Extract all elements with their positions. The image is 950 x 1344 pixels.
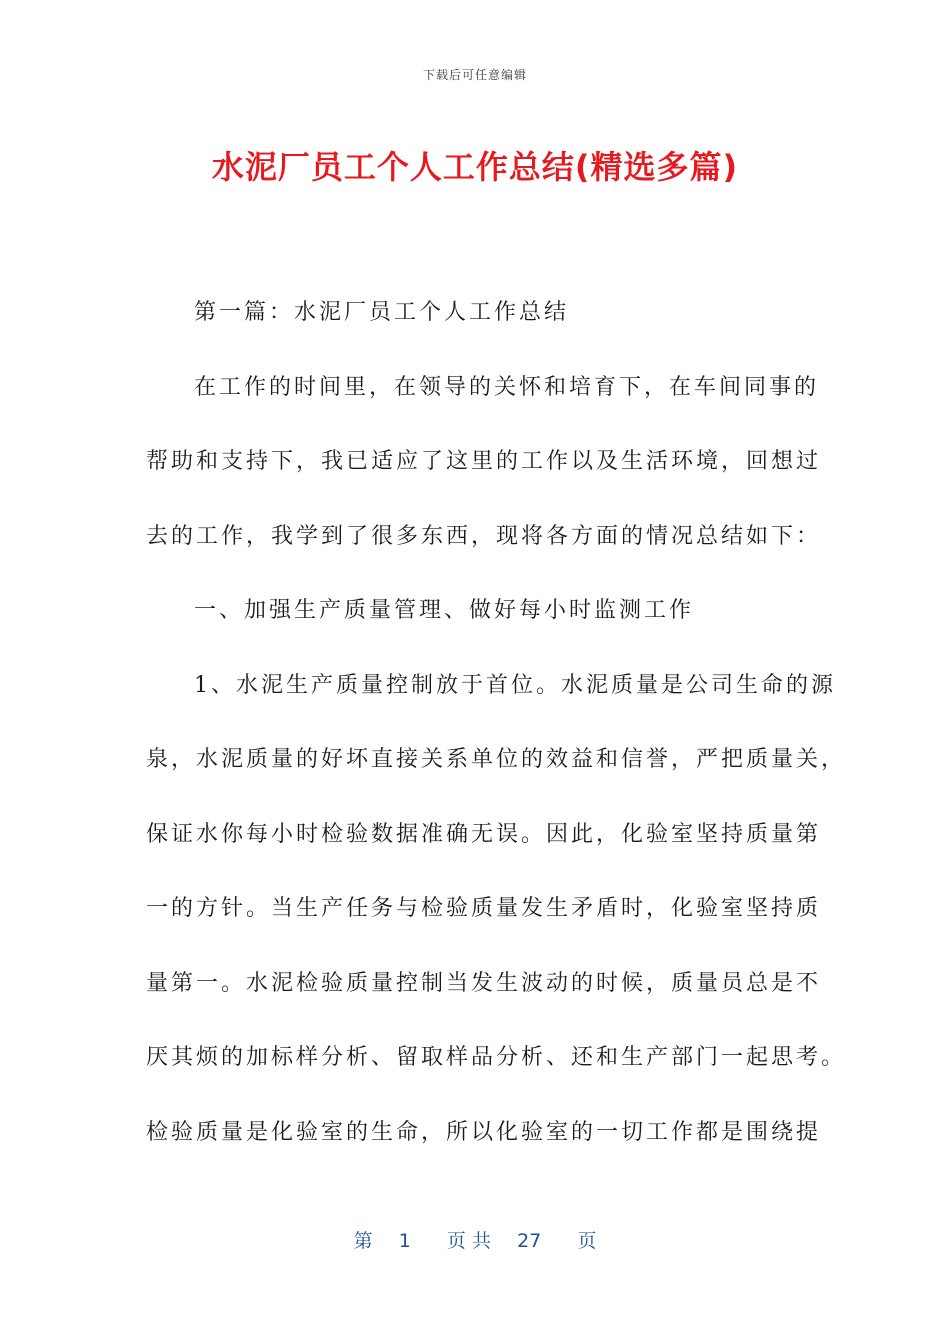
- document-title: 水泥厂员工个人工作总结(精选多篇): [211, 148, 739, 186]
- body-line: 量第一。水泥检验质量控制当发生波动的时候，质量员总是不: [146, 970, 822, 996]
- body-line: 帮助和支持下，我已适应了这里的工作以及生活环境，回想过: [146, 449, 822, 474]
- body-line: 在工作的时间里，在领导的关怀和培育下，在车间同事的: [194, 374, 820, 400]
- body-line: 一、加强生产质量管理、做好每小时监测工作: [194, 598, 695, 623]
- document-body: [146, 276, 847, 1170]
- footer-suffix: 页: [577, 1230, 597, 1252]
- footer-page-number: 1: [398, 1230, 411, 1252]
- footer-prefix: 第: [353, 1230, 373, 1252]
- body-line: 1、水泥生产质量控制放于首位。水泥质量是公司生命的源: [194, 672, 836, 698]
- body-line: 去的工作，我学到了很多东西，现将各方面的情况总结如下：: [146, 523, 822, 549]
- body-line: 保证水你每小时检验数据准确无误。因此，化验室坚持质量第: [146, 821, 822, 847]
- body-line: 一的方针。当生产任务与检验质量发生矛盾时，化验室坚持质: [146, 896, 822, 921]
- body-line: 泉，水泥质量的好坏直接关系单位的效益和信誉，严把质量关，: [146, 747, 847, 772]
- body-line: 检验质量是化验室的生命，所以化验室的一切工作都是围绕提: [146, 1119, 822, 1145]
- footer-total-pages: 27: [517, 1230, 542, 1252]
- body-line: 第一篇：水泥厂员工个人工作总结: [194, 300, 570, 325]
- footer-middle: 页 共: [446, 1230, 491, 1252]
- header-note: 下载后可任意编辑: [422, 68, 527, 82]
- page-footer: [0, 1226, 950, 1253]
- body-line: 厌其烦的加标样分析、留取样品分析、还和生产部门一起思考。: [146, 1045, 847, 1070]
